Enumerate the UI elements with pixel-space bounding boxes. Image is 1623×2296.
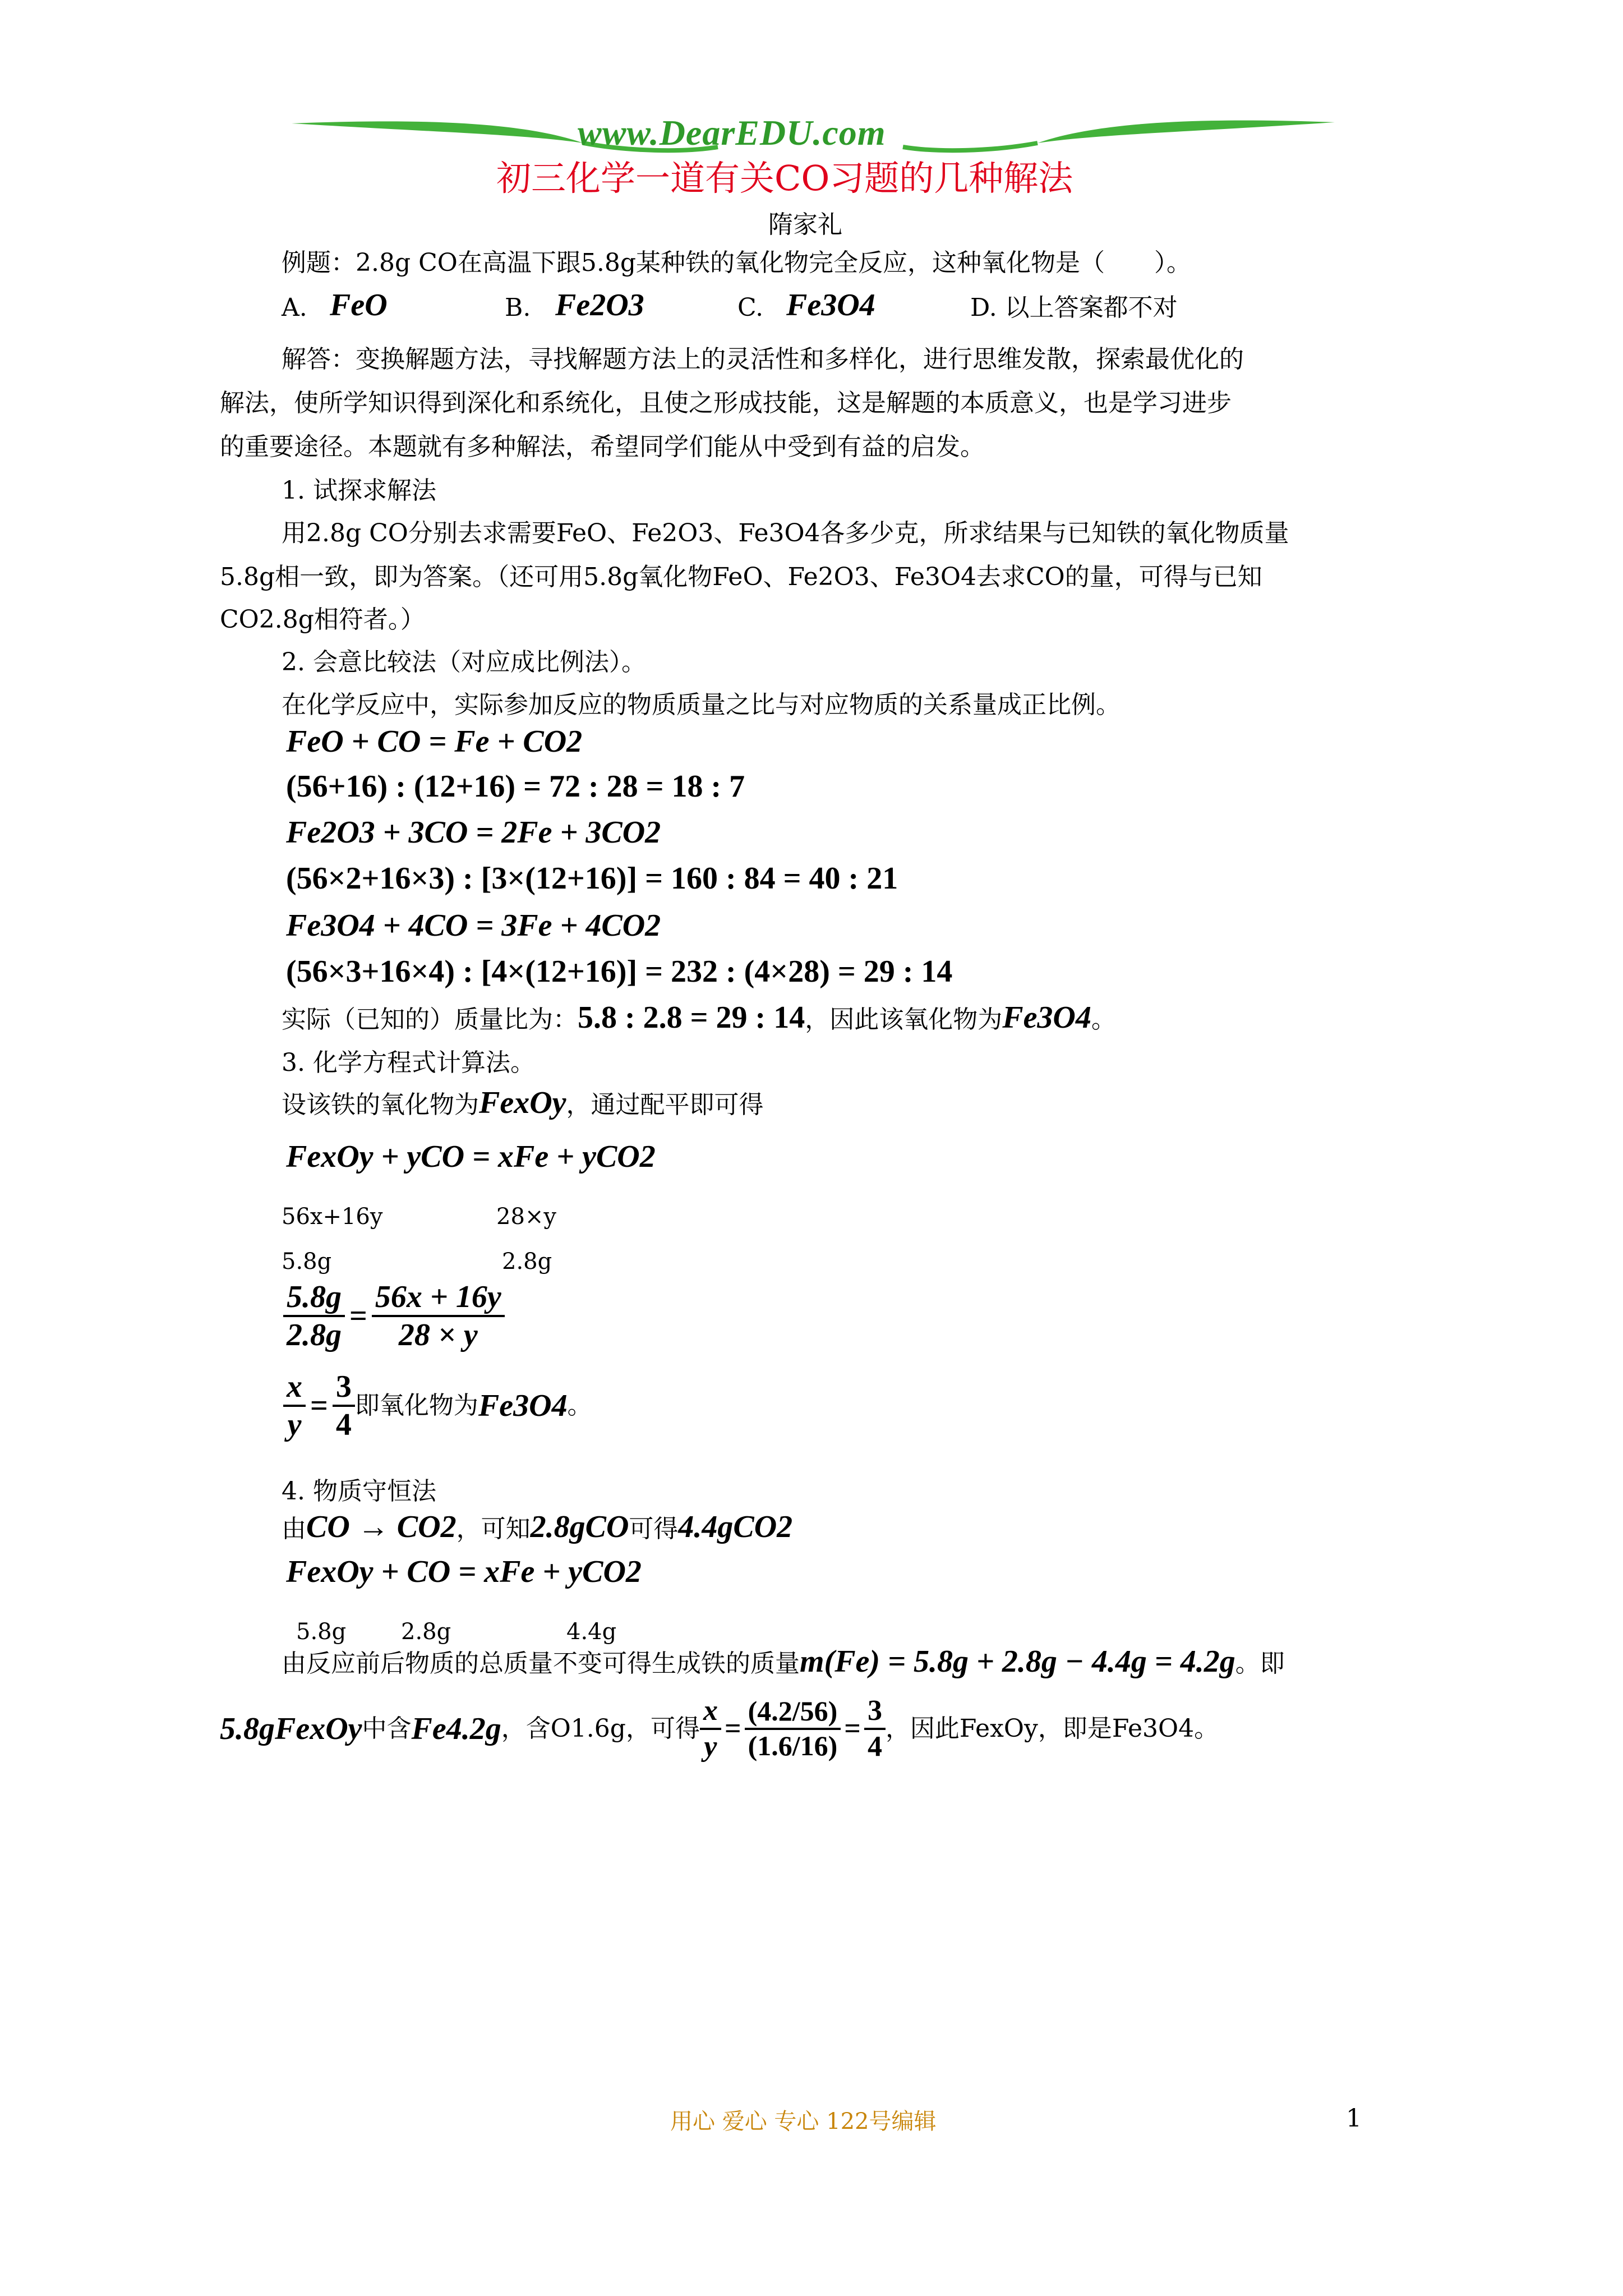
intro-text: ，通过配平即可得: [566, 1091, 764, 1119]
option-b-formula: Fe2O3: [555, 288, 644, 323]
method2-conclusion: [282, 1000, 1116, 1036]
fraction-34: $\frac{3}{4}$: [333, 1369, 355, 1443]
method1-line: 用2.8g CO分别去求需要FeO、Fe2O3、Fe3O4各多少克，所求结果与已知铁的氧化物质量: [282, 519, 1289, 547]
method4-heading: 4. 物质守恒法: [282, 1477, 436, 1506]
formula: 5.8gFexOy: [220, 1711, 362, 1746]
text: 由: [282, 1515, 306, 1543]
text: 由反应前后物质的总质量不变可得生成铁的质量: [282, 1649, 800, 1678]
equation-fe3o4: Fe3O4 + 4CO = 3Fe + 4CO2: [286, 908, 661, 943]
page-title: 初三化学一道有关CO习题的几种解法: [496, 158, 1073, 199]
method3-intro: [282, 1085, 764, 1121]
intro-text: 设该铁的氧化物为: [282, 1091, 479, 1119]
page-number: 1: [1346, 2104, 1362, 2133]
formula: 4.4gCO2: [678, 1510, 793, 1544]
equation-feo: FeO + CO = Fe + CO2: [286, 724, 583, 759]
answer-intro-line: 的重要途径。本题就有多种解法，希望同学们能从中受到有益的启发。: [220, 432, 985, 461]
proportion-equation: [283, 1279, 505, 1354]
method1-line: 5.8g相一致，即为答案。（还可用5.8g氧化物FeO、Fe2O3、Fe3O4去求CO的量，可得与已知: [220, 563, 1262, 591]
fraction-right: $\frac{56x + 16y}{28 \times y}$: [372, 1279, 505, 1354]
text: ，含O1.6g，可得: [501, 1714, 700, 1743]
equation-fe2o3: Fe2O3 + 3CO = 2Fe + 3CO2: [286, 815, 661, 850]
conclusion-end: 。: [1091, 1005, 1116, 1034]
equals-sign: =: [844, 1713, 861, 1745]
site-banner[interactable]: www.DearEDU.com: [578, 113, 886, 153]
method2-heading: 2. 会意比较法（对应成比例法）。: [282, 648, 646, 677]
fraction-fe-o: $\frac{(4.2/56)}{(1.6/16)}$: [745, 1695, 841, 1762]
text: 中含: [362, 1714, 412, 1743]
ratio-fe2o3: (56×2+16×3) : [3×(12+16)] = 160 : 84 = 40 : 21: [286, 861, 898, 896]
fraction-34: $\frac{3}{4}$: [864, 1694, 886, 1764]
method4-line3: [282, 1644, 1285, 1680]
result-end: 。: [567, 1391, 592, 1420]
text: 可得: [629, 1515, 679, 1543]
method1-heading: 1. 试探求解法: [282, 476, 436, 505]
question: 例题：2.8g CO在高温下跟5.8g某种铁的氧化物完全反应，这种氧化物是（ ）。: [282, 249, 1192, 277]
method4-line1: [282, 1509, 792, 1545]
mass-co2: 4.4g: [566, 1619, 617, 1645]
answer-intro-line: 解法，使所学知识得到深化和系统化，且使之形成技能，这是解题的本质意义，也是学习进步: [220, 389, 1232, 417]
ratio-fe3o4: (56×3+16×4) : [4×(12+16)] = 232 : (4×28) = 29 : 14: [286, 954, 953, 989]
equals-sign: =: [310, 1388, 328, 1424]
mass-oxide: 5.8g: [296, 1619, 347, 1645]
option-c-label: C.: [737, 293, 764, 322]
intro-formula: FexOy: [479, 1085, 566, 1120]
author: 隋家礼: [768, 210, 842, 239]
method2-intro: 在化学反应中，实际参加反应的物质质量之比与对应物质的关系量成正比例。: [282, 691, 1121, 719]
option-c-formula: Fe3O4: [786, 288, 875, 323]
formula: Fe4.2g: [411, 1711, 501, 1746]
option-b-label: B.: [505, 293, 531, 322]
ratio-result: [283, 1369, 592, 1443]
footer-text: 用心 爱心 专心 122号编辑: [670, 2109, 937, 2134]
general-equation-2: FexOy + CO = xFe + yCO2: [286, 1554, 642, 1589]
option-a-formula: FeO: [330, 288, 388, 323]
fraction-xy: $\frac{x}{y}$: [283, 1369, 306, 1443]
molar-mass-co: 28×y: [496, 1204, 557, 1230]
conclusion-text: 实际（已知的）质量比为：: [282, 1005, 578, 1034]
text: 。即: [1235, 1649, 1285, 1678]
conclusion-text: ，因此该氧化物为: [805, 1005, 1003, 1034]
conclusion-formula: Fe3O4: [1002, 1000, 1091, 1035]
formula: 2.8gCO: [530, 1510, 629, 1544]
answer-intro-line: 解答：变换解题方法，寻找解题方法上的灵活性和多样化，进行思维发散，探索最优化的: [282, 345, 1244, 374]
general-equation: FexOy + yCO = xFe + yCO2: [286, 1139, 656, 1174]
molar-mass-oxide: 56x+16y: [282, 1204, 383, 1230]
equals-sign: =: [724, 1713, 741, 1745]
result-text: 即氧化物为: [354, 1391, 478, 1420]
option-a-label: A.: [282, 293, 307, 322]
formula: CO → CO2: [306, 1510, 457, 1544]
method4-line4: [220, 1694, 1219, 1764]
mass-co: 2.8g: [502, 1249, 552, 1274]
result-formula: Fe3O4: [478, 1388, 568, 1424]
fraction-xy: $\frac{x}{y}$: [700, 1694, 721, 1764]
mass-co: 2.8g: [401, 1619, 451, 1645]
method1-line: CO2.8g相符者。）: [220, 605, 425, 634]
ratio-feo: (56+16) : (12+16) = 72 : 28 = 18 : 7: [286, 769, 745, 804]
conclusion-ratio: 5.8 : 2.8 = 29 : 14: [578, 1000, 805, 1035]
option-d: D. 以上答案都不对: [970, 293, 1178, 322]
text: ，因此FexOy，即是Fe3O4。: [885, 1714, 1219, 1743]
mass-oxide: 5.8g: [282, 1249, 332, 1274]
method3-heading: 3. 化学方程式计算法。: [282, 1048, 535, 1077]
text: ，可知: [456, 1515, 531, 1543]
fraction-left: $\frac{5.8g}{2.8g}$: [283, 1279, 345, 1354]
formula: m(Fe) = 5.8g + 2.8g − 4.4g = 4.2g: [800, 1644, 1235, 1679]
equals-sign: =: [349, 1299, 367, 1334]
